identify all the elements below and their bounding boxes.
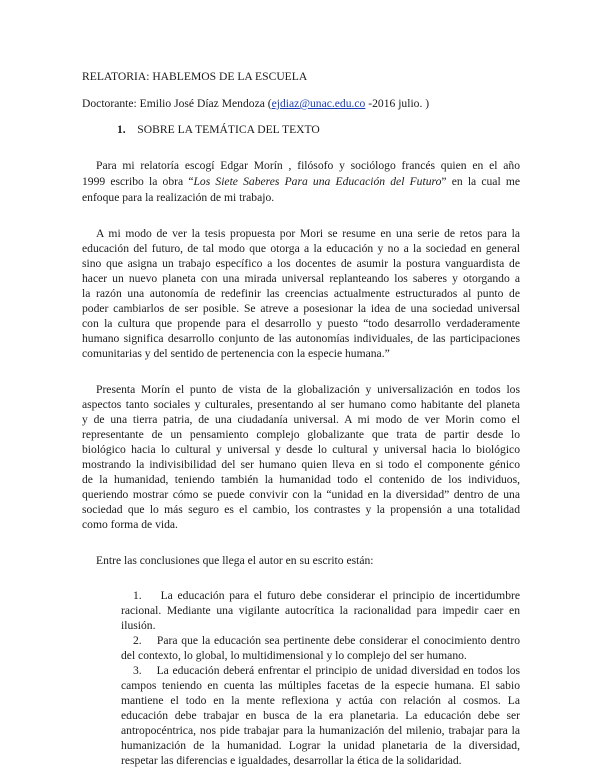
paragraph-3-line: aspectos tanto sociales y culturales, presentando al ser humano como habitante del planeta [82, 398, 520, 411]
list-item-3-line: humanización de la humanidad. Lograr la unidad planetaria de la diversidad, [121, 739, 520, 752]
paragraph-3-line: queriendo mostrar cómo se puede convivir con la “unidad en la diversidad” dentro de una [82, 488, 520, 501]
paragraph-2-line: la razón una autonomía de redefinir las creencias actualmente estructurados al punto de [82, 287, 520, 300]
list-item-3-line: educación debe trabajar en busca de la era planetaria. La educación debe ser [121, 709, 520, 722]
paragraph-2-line: humano significa desarrollo conjunto de las autonomías individuales, de las participaciones [82, 332, 520, 345]
paragraph-2-line: poder cambiarlos de ser posible. Se atreve a posesionar la idea de una sociedad universal [82, 302, 520, 315]
paragraph-3-line: mostrando la indivisibilidad del ser humano quien lleva en si todo el componente génico [82, 458, 520, 471]
paragraph-3-line: de la humanidad, teniendo también la humanidad todo el contenido de los individuos, [82, 473, 520, 486]
paragraph-2-line: sino que asigna un trabajo específico a los docentes de asumir la postura vanguardista de [82, 257, 520, 270]
paragraph-2-line: educación del futuro, de tal modo que otorga a la educación y no a la sociedad en general [82, 242, 520, 255]
list-item-2-line: del contexto, lo global, lo multidimensional y lo complejo del ser humano. [121, 649, 467, 662]
author-date: -2016 julio. ) [365, 97, 430, 110]
list-item-3-line: 3. La educación deberá enfrentar el principio de unidad diversidad en todos los [133, 664, 521, 677]
paragraph-3-line: representante de un pensamiento complejo globalizante que trata de partir desde lo [82, 428, 520, 441]
paragraph-2-line: con la cultura que propende para el desarrollo y puesto “todo desarrollo verdaderamente [82, 317, 520, 330]
paragraph-3-line: y de una tierra patria, de una ciudadanía universal. A mi modo de ver Morin como el [82, 413, 520, 426]
paragraph-3-line: biológico hacia lo cultural y universal y desde lo cultural y universal hacia lo biológico [82, 443, 520, 456]
paragraph-3-line: sociedad que lo más seguro es el cambio, los contrastes y la propensión a una totalidad [82, 503, 520, 516]
list-number: 2. [133, 634, 142, 647]
paragraph-1-line: enfoque para la realización de mi trabajo. [82, 191, 275, 204]
list-item-1-line: ilusión. [121, 619, 156, 632]
book-title: Los Siete Saberes Para una Educación del Futuro [193, 175, 442, 188]
list-item-1-line: 1. La educación para el futuro debe considerar el principio de incertidumbre [133, 589, 520, 602]
paragraph-2-line: comunitarias y del sentido de pertenencia con la especie humana.” [82, 347, 390, 360]
author-email-link[interactable]: ejdiaz@unac.edu.co [271, 97, 366, 110]
conclusions-intro: Entre las conclusiones que llega el autor en su escrito están: [96, 554, 374, 567]
section-number: 1. [117, 123, 126, 136]
paragraph-3-line: Presenta Morín el punto de vista de la globalización y universalización en todos los [96, 383, 520, 396]
author-line [82, 96, 429, 111]
paragraph-2-line: A mi modo de ver la tesis propuesta por Mori se resume en una serie de retos para la [96, 227, 520, 240]
document-title: RELATORIA: HABLEMOS DE LA ESCUELA [82, 70, 308, 83]
list-number: 3. [133, 664, 142, 677]
list-number: 1. [133, 589, 142, 602]
paragraph-3-line: como forma de vida. [82, 518, 178, 531]
list-item-2-line: 2. Para que la educación sea pertinente debe considerar el conocimiento dentro [133, 634, 520, 647]
list-item-1-line: racional. Mediante una vigilante autocrítica la racionalidad para impedir caer en [121, 604, 520, 617]
list-item-3-line: respetar las diferencias e igualdades, desarrollar la ética de la solidaridad. [121, 754, 462, 767]
author-name: Doctorante: Emilio José Díaz Mendoza ( [82, 97, 272, 110]
section-title: SOBRE LA TEMÁTICA DEL TEXTO [137, 123, 320, 136]
paragraph-1-line: Para mi relatoría escogí Edgar Morín , filósofo y sociólogo francés quien en el año [96, 159, 520, 172]
section-heading [117, 122, 320, 137]
paragraph-2-line: hacer un nuevo planeta con una mirada universal replanteando los saberes y otorgando a [82, 272, 520, 285]
list-item-3-line: mantiene el todo en la mente reflexiona y actúa con relación al cosmos. La [121, 694, 520, 707]
list-item-3-line: campos teniendo en cuenta las múltiples facetas de la especie humana. El sabio [121, 679, 520, 692]
list-item-3-line: antropocéntrica, nos pide trabajar para la humanización del milenio, trabajar para la [121, 724, 520, 737]
paragraph-1-line: 1999 escribo la obra “Los Siete Saberes Para una Educación del Futuro” en la cual me [82, 175, 521, 188]
